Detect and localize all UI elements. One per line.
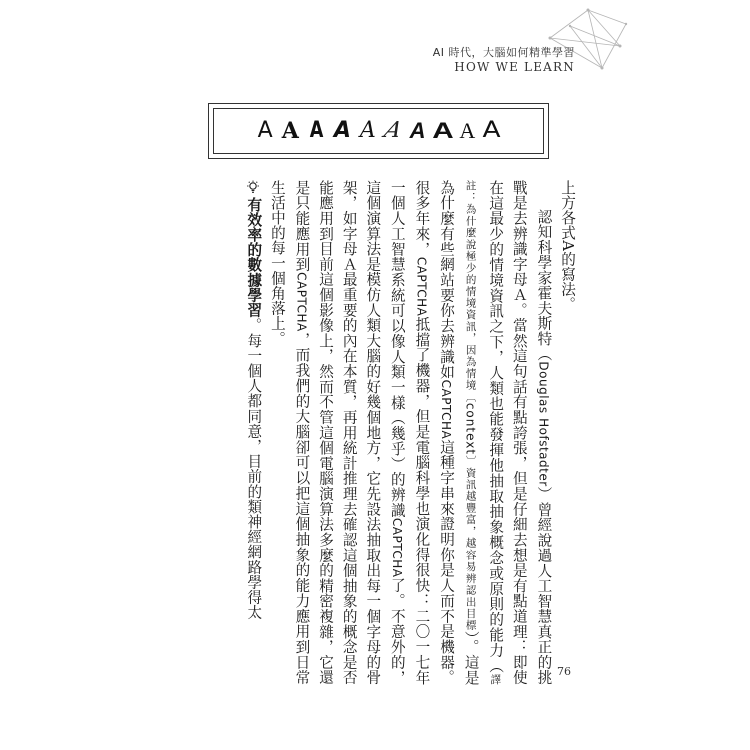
text-run: ）曾經說過人工智慧真正的挑戰是去辨識字母Ａ。當然這句話有點誇張，但是仔細去想是有點道理：即使在這最少的情境資訊之下，人類也能發揮他抽取抽象概念或原則的能力（ bbox=[487, 180, 553, 685]
letter-a-sample: A bbox=[482, 118, 501, 143]
latin-term: context bbox=[463, 402, 478, 456]
letter-a-sample: A bbox=[380, 118, 405, 143]
text-run: 。每一個人都同意，目前的類神經網路學得太 bbox=[245, 317, 263, 620]
running-header-subtitle: HOW WE LEARN bbox=[454, 60, 575, 74]
body-text bbox=[193, 180, 579, 685]
captcha-term: CAPTCHA bbox=[294, 272, 309, 332]
text-run: 抵擋了機器，但是電腦科學也演化得很快：二〇一七年一個人工智慧系統可以像人類一樣（幾乎）的辨識 bbox=[388, 180, 431, 686]
text-run: ，而我們的大腦卻可以把這個抽象的能力應用到日常生活中的每一個角落上。 bbox=[268, 180, 311, 685]
letter-a-sample: A bbox=[309, 118, 324, 143]
letter-a-sample: A bbox=[409, 118, 426, 143]
paragraph-caption-line bbox=[555, 180, 579, 685]
text-run: ）。這是為什麼有些網站要你去辨識如 bbox=[438, 180, 480, 686]
section-keyword: 有效率的數據學習 bbox=[245, 197, 263, 318]
text-run: 這種字串來證明你是人而不是機器。很多年來， bbox=[413, 180, 456, 685]
caption-text: 上方各式A的寫法。 bbox=[559, 180, 576, 312]
page-number: 76 bbox=[557, 665, 571, 678]
captcha-term: CAPTCHA bbox=[414, 256, 429, 317]
letter-a-sample: A bbox=[281, 118, 299, 144]
paragraph-hofstadter bbox=[265, 180, 555, 685]
letter-a-sample: A bbox=[431, 118, 454, 143]
captcha-term: CAPTCHA bbox=[389, 517, 404, 578]
letter-a-samples-box bbox=[213, 108, 544, 154]
letter-a-sample: A bbox=[359, 118, 376, 143]
text-run: 了。不意外的，這個演算法是模仿人類大腦的好幾個地方，它先設法抽取出每一個字母的骨架，如字母Ａ最重要的內在本質，再用統計推理去確認這個抽象的概念是否能應用到目前這個影像上，然而不管這個電腦演算法多麼的精密複雜，它還是只能應用到 bbox=[293, 180, 406, 686]
person-name: Douglas Hofstadter bbox=[536, 361, 551, 487]
letter-a-sample: A bbox=[257, 118, 273, 143]
text-run: 〕資訊越豐富，越容易辨認出目標 bbox=[464, 455, 477, 632]
text-run: 譯註：為什麼說極少的情境資訊，因為情境〔 bbox=[464, 180, 502, 685]
running-header-title: AI 時代，大腦如何精準學習 bbox=[432, 46, 575, 59]
lightbulb-icon bbox=[246, 180, 260, 194]
text-run: 認知科學家霍夫斯特（ bbox=[535, 209, 553, 362]
captcha-term: CAPTCHA bbox=[439, 379, 454, 440]
letter-a-sample: A bbox=[459, 118, 476, 143]
letter-a-sample: A bbox=[333, 118, 351, 143]
paragraph-efficient-learning bbox=[242, 180, 266, 685]
